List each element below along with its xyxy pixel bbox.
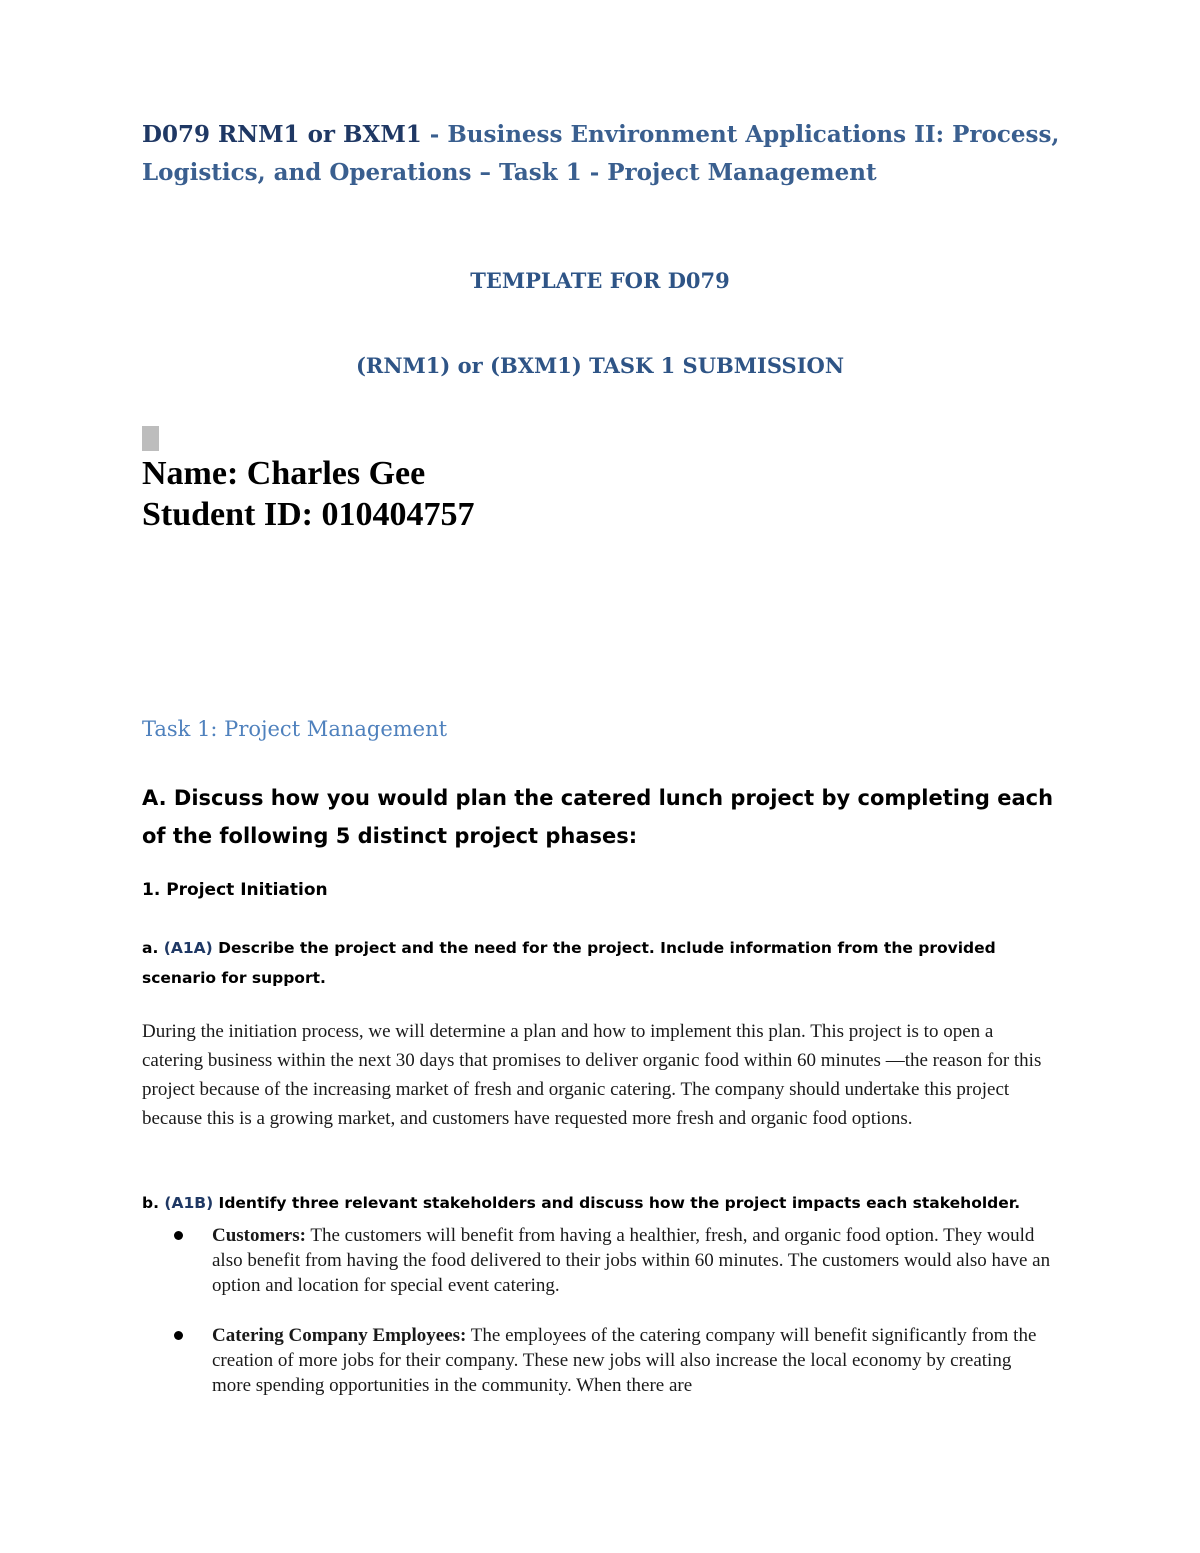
phase-1-heading: 1. Project Initiation [142,880,328,900]
student-id: Student ID: 010404757 [142,496,475,533]
course-code: D079 RNM1 or BXM1 [142,121,422,148]
section-a-heading: A. Discuss how you would plan the catered lunch project by completing each of the following 5 distinct project phases: [142,786,1054,848]
task-heading: Task 1: Project Management [142,717,448,741]
prompt-a1b-prefix: b. [142,1194,165,1212]
prompt-a1a [142,933,1042,993]
stakeholder-list-2 [142,1323,1052,1398]
stakeholder-term: Catering Company Employees: [212,1325,467,1346]
stakeholder-list-1 [142,1223,1052,1298]
stakeholder-text: The employees of the catering company will benefit significantly from the creation of more jobs for their company. These new jobs will also increase the local economy by creating more spending opportunities in the community. When there are [212,1325,1037,1396]
course-title: - Business Environment Applications II: Process, Logistics, and Operations – Task 1 - Project Management [142,121,1060,186]
bullet-icon [174,1231,183,1240]
bullet-icon [174,1331,183,1340]
prompt-a1b-code: (A1B) [164,1194,214,1212]
stakeholder-term: Customers: [212,1225,306,1246]
prompt-a1a-code: (A1A) [163,939,213,957]
prompt-a1a-prefix: a. [142,939,164,957]
prompt-a1a-text: Describe the project and the need for the project. Include information from the provided scenario for support. [142,939,996,987]
student-name: Name: Charles Gee [142,455,426,492]
document-title [142,116,1062,192]
template-heading: TEMPLATE FOR D079 [470,268,730,293]
text-cursor-placeholder [142,426,159,451]
answer-a1a: During the initiation process, we will determine a plan and how to implement this plan. This project is to open a catering business within the next 30 days that promises to deliver organic food within 60 minutes —the reason for this project because of the increasing market of fresh and organic catering. The company should undertake this project because this is a growing market, and customers have requested more fresh and organic food options. [142,1021,1042,1129]
list-item [142,1223,1052,1298]
prompt-a1b-text: Identify three relevant stakeholders and discuss how the project impacts each stakeholder. [213,1194,1021,1212]
list-item [142,1323,1052,1398]
submission-heading: (RNM1) or (BXM1) TASK 1 SUBMISSION [355,353,845,378]
stakeholder-text: The customers will benefit from having a healthier, fresh, and organic food option. They would also benefit from having the food delivered to their jobs within 60 minutes. The customers would also have an option and location for special event catering. [212,1225,1051,1296]
prompt-a1b [142,1188,1072,1218]
